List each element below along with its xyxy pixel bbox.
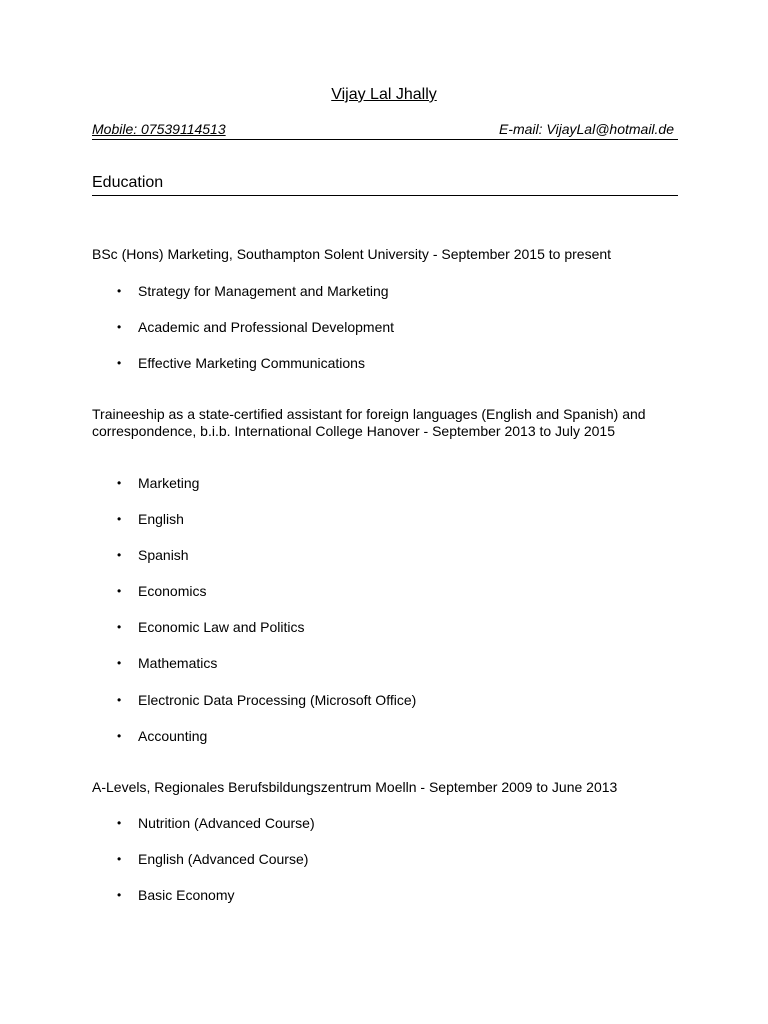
bullet-icon: •: [117, 584, 122, 599]
course-label: Nutrition (Advanced Course): [138, 815, 315, 831]
bullet-icon: •: [117, 816, 122, 830]
section-heading-education: Education: [92, 174, 678, 196]
list-item: [0, 547, 768, 583]
list-item: [0, 583, 768, 619]
course-label: English: [138, 511, 184, 528]
course-label: Accounting: [138, 727, 208, 744]
bullet-icon: •: [117, 656, 122, 671]
mobile-number: Mobile: 07539114513: [92, 121, 226, 137]
list-item: [0, 692, 768, 728]
bullet-icon: •: [117, 728, 122, 743]
course-label: Academic and Professional Development: [138, 319, 395, 336]
education-entry-title: BSc (Hons) Marketing, Southampton Solent University - September 2015 to present: [92, 246, 612, 262]
course-label: Basic Economy: [138, 887, 235, 904]
list-item: [0, 283, 768, 319]
course-label: Strategy for Management and Marketing: [138, 283, 389, 299]
list-item: [0, 815, 768, 851]
education-entry-title: Traineeship as a state-certified assistant for foreign languages (English and Spanish) and correspondence, b.i.b. International College Hanover - September 2013 to July 2015: [92, 406, 646, 439]
list-item: [0, 887, 768, 923]
course-label: Effective Marketing Communications: [138, 355, 365, 372]
course-label: Economic Law and Politics: [138, 619, 305, 636]
bullet-icon: •: [117, 620, 122, 635]
bullet-icon: •: [117, 512, 122, 527]
list-item: [0, 851, 768, 887]
bullet-icon: •: [117, 852, 122, 867]
course-label: English (Advanced Course): [138, 851, 309, 868]
bullet-icon: •: [117, 548, 122, 563]
list-item: [0, 355, 768, 391]
course-label: Electronic Data Processing (Microsoft Office): [138, 691, 417, 708]
list-item: [0, 619, 768, 655]
education-entry-course-list: [0, 283, 768, 391]
education-entry-course-list: [0, 475, 768, 764]
bullet-icon: •: [117, 356, 122, 371]
candidate-name: Vijay Lal Jhally: [331, 86, 437, 103]
course-label: Economics: [138, 583, 207, 600]
list-item: [0, 475, 768, 511]
education-entry-course-list: [0, 815, 768, 923]
course-label: Spanish: [138, 547, 189, 564]
list-item: [0, 655, 768, 691]
course-label: Marketing: [138, 475, 200, 491]
contact-row: [92, 120, 678, 140]
bullet-icon: •: [117, 692, 122, 707]
list-item: [0, 728, 768, 764]
bullet-icon: •: [117, 320, 122, 335]
education-entry-title: A-Levels, Regionales Berufsbildungszentrum Moelln - September 2009 to June 2013: [92, 779, 618, 795]
bullet-icon: •: [117, 284, 122, 298]
bullet-icon: •: [117, 888, 122, 903]
list-item: [0, 511, 768, 547]
list-item: [0, 319, 768, 355]
email-address: E-mail: VijayLal@hotmail.de: [498, 121, 674, 137]
course-label: Mathematics: [138, 655, 218, 672]
bullet-icon: •: [117, 476, 122, 490]
